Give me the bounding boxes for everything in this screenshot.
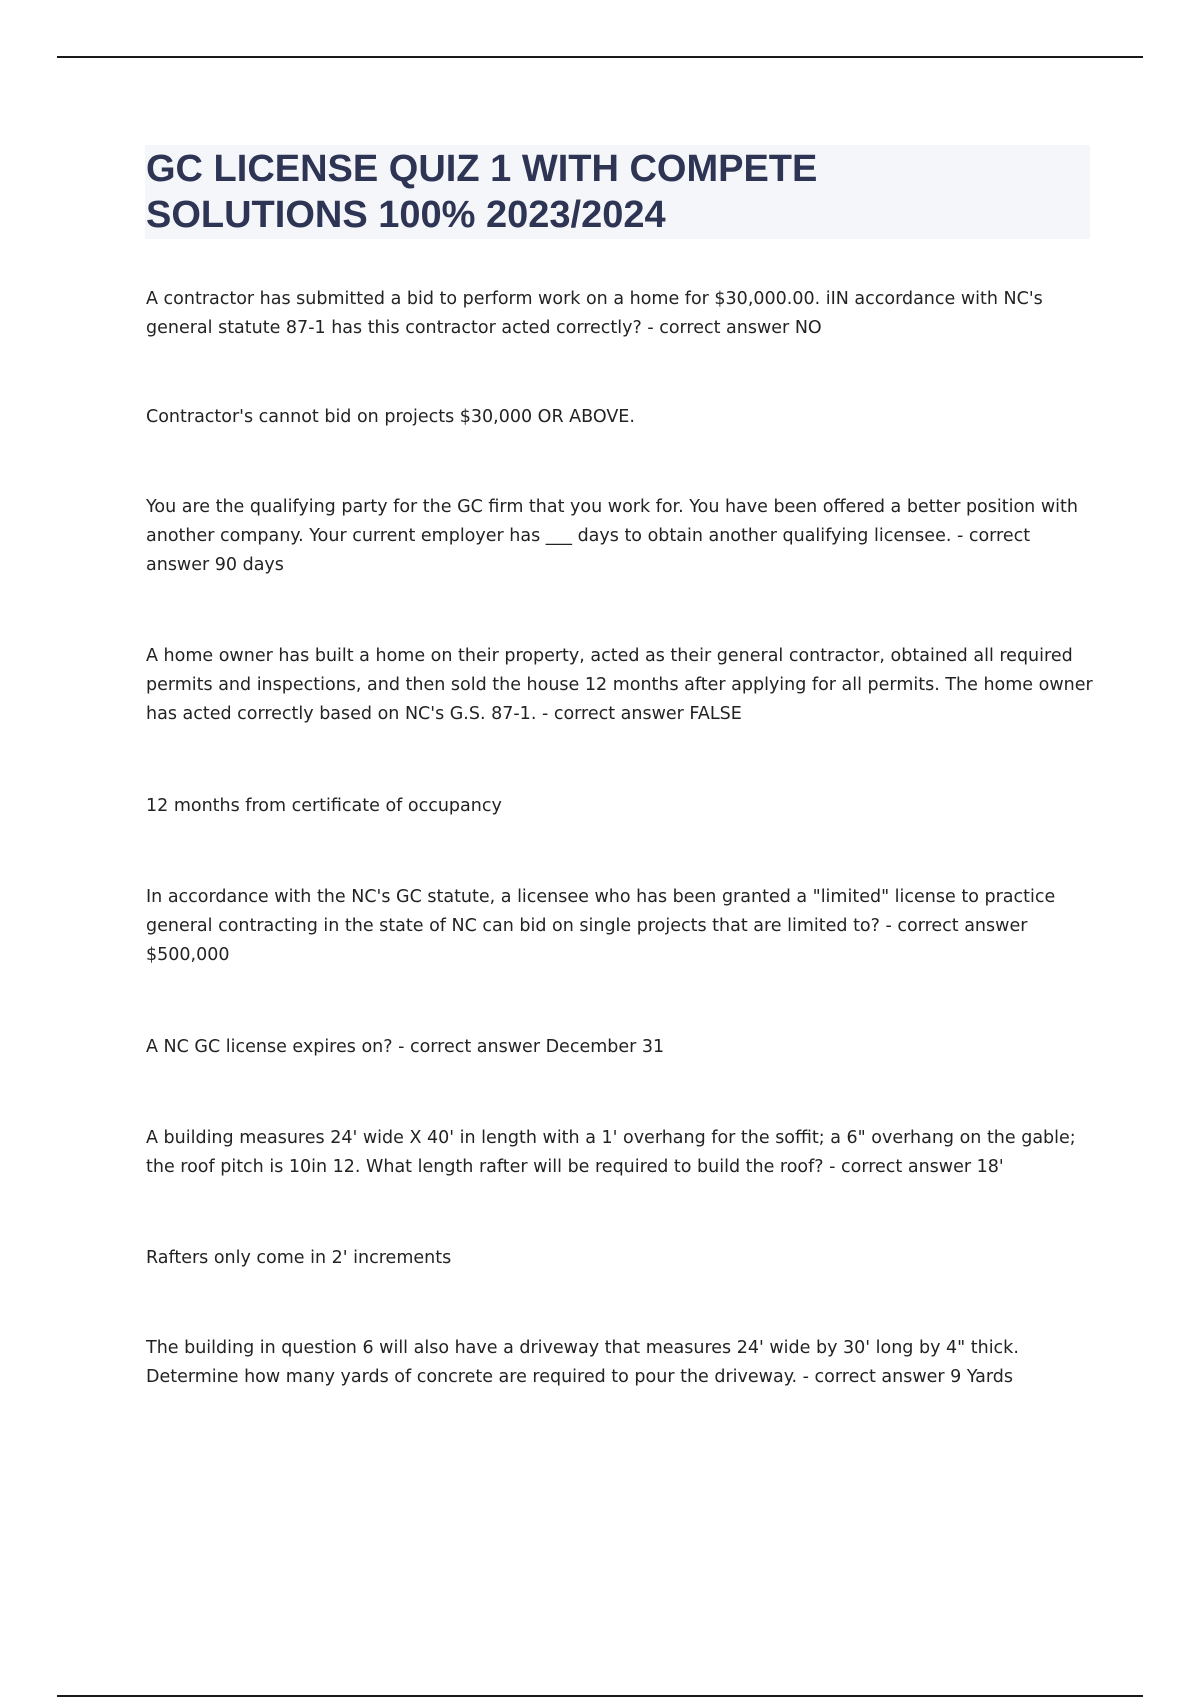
question-4: In accordance with the NC's GC statute, a licensee who has been granted a "limited" license to practice general contracting in the state of NC can bid on single projects that are limited to? - correct answer $500,000: [146, 887, 1056, 965]
question-1: A contractor has submitted a bid to perform work on a home for $30,000.00. iIN accordance with NC's general statute 87-1 has this contractor acted correctly? - correct answer NO: [146, 289, 1043, 338]
question-7: The building in question 6 will also have a driveway that measures 24' wide by 30' long by 4" thick. Determine how many yards of concrete are required to pour the driveway. - correct answer 9 Yards: [146, 1338, 1019, 1387]
title-line-1: GC LICENSE QUIZ 1 WITH COMPETE: [146, 148, 818, 190]
question-5: A NC GC license expires on? - correct answer December 31: [146, 1037, 665, 1057]
document-title: [146, 146, 1086, 238]
title-line-2: SOLUTIONS 100% 2023/2024: [146, 194, 666, 236]
top-rule: [57, 56, 1143, 58]
question-6: A building measures 24' wide X 40' in length with a 1' overhang for the soffit; a 6" overhang on the gable; the roof pitch is 10in 12. What length rafter will be required to build the roof? - correct answer 18': [146, 1128, 1076, 1177]
note-2: 12 months from certificate of occupancy: [146, 796, 502, 816]
note-3: Rafters only come in 2' increments: [146, 1248, 452, 1268]
note-1: Contractor's cannot bid on projects $30,000 OR ABOVE.: [146, 407, 635, 427]
question-3: A home owner has built a home on their property, acted as their general contractor, obtained all required permits and inspections, and then sold the house 12 months after applying for all permits. The home owner has acted correctly based on NC's G.S. 87-1. - correct answer FALSE: [146, 646, 1093, 724]
bottom-rule: [57, 1695, 1143, 1697]
question-2: You are the qualifying party for the GC firm that you work for. You have been offered a better position with another company. Your current employer has ___ days to obtain another qualifying licensee. - correct answer 90 days: [146, 497, 1078, 575]
